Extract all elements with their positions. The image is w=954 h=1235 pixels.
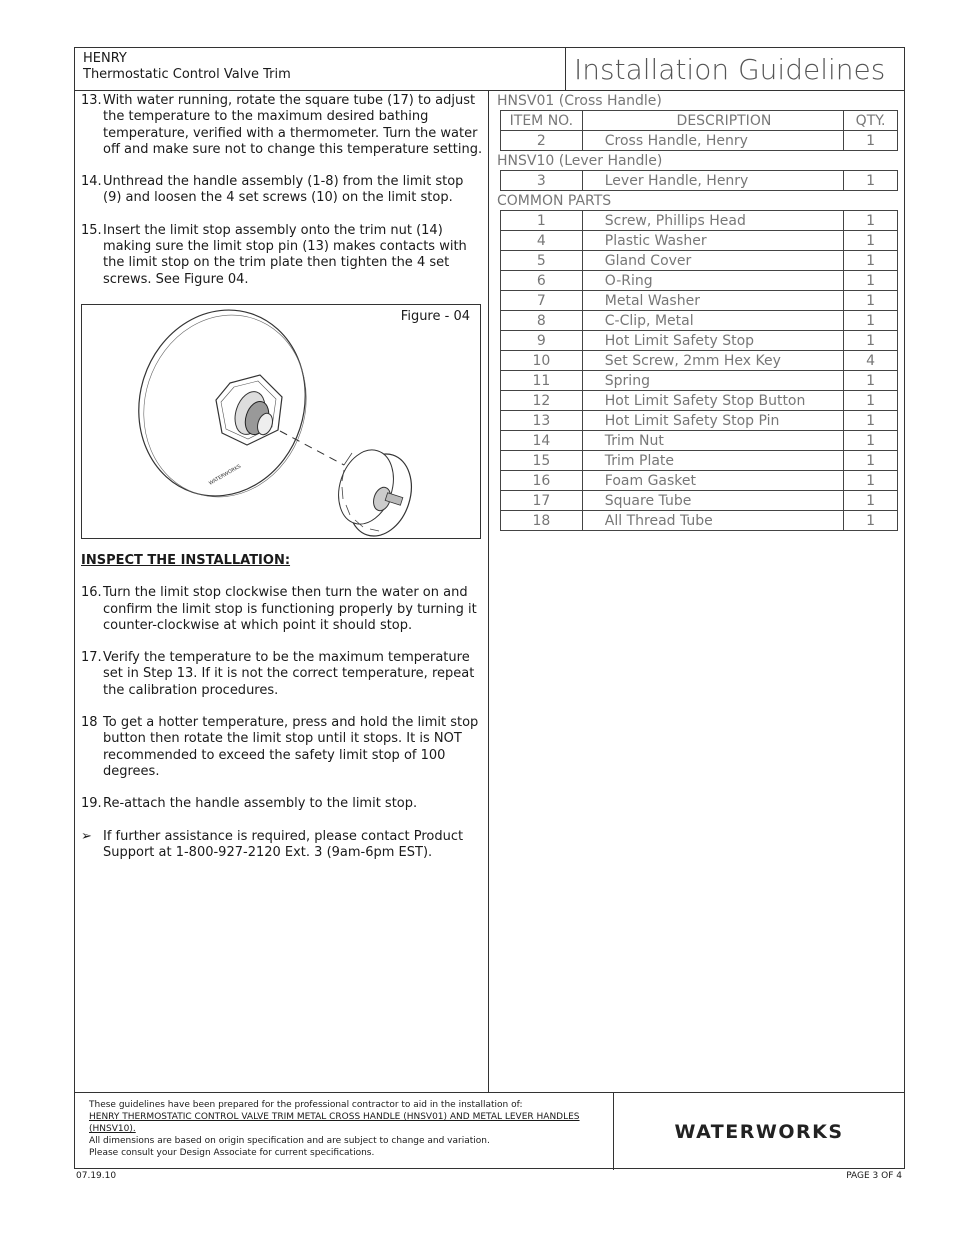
step-text: If further assistance is required, please contact Product Support at 1-800-927-2120 Ext. 3 (9am-6pm EST).	[103, 828, 464, 860]
step-text: Insert the limit stop assembly onto the trim nut (14) making sure the limit stop pin (13) makes contacts with the limit stop on the trim plate then tighten the 4 set screws. See Figure 04.	[103, 222, 467, 287]
footer-brand-logo: WATERWORKS	[614, 1092, 904, 1170]
inspect-section-title: INSPECT THE INSTALLATION:	[81, 552, 291, 568]
table-row	[501, 391, 898, 411]
item-number-cell: 9	[501, 331, 583, 351]
instruction-step	[81, 715, 483, 780]
item-number-cell: 14	[501, 431, 583, 451]
quantity-cell: 1	[844, 431, 898, 451]
quantity-cell: 4	[844, 351, 898, 371]
description-cell: Screw, Phillips Head	[582, 211, 843, 231]
item-number-cell: 18	[501, 511, 583, 531]
group-title-common-parts: COMMON PARTS	[497, 193, 612, 209]
item-number-cell: 12	[501, 391, 583, 411]
quantity-cell: 1	[844, 311, 898, 331]
quantity-cell: 1	[844, 171, 898, 191]
instruction-step	[81, 829, 483, 862]
description-cell: O-Ring	[582, 271, 843, 291]
product-name: HENRY	[83, 51, 127, 66]
item-number-cell: 15	[501, 451, 583, 471]
footer-line-2: HENRY THERMOSTATIC CONTROL VALVE TRIM METAL CROSS HANDLE (HNSV01) AND METAL LEVER HANDLES (HNSV10).	[89, 1112, 580, 1134]
table-row	[501, 211, 898, 231]
quantity-cell: 1	[844, 411, 898, 431]
page-number: PAGE 3 OF 4	[846, 1171, 902, 1181]
table-row	[501, 491, 898, 511]
quantity-cell: 1	[844, 131, 898, 151]
table-row	[501, 331, 898, 351]
parts-table-lever-handle	[500, 170, 898, 191]
parts-table-cross-handle	[500, 110, 898, 151]
description-cell: Foam Gasket	[582, 471, 843, 491]
step-text: Re-attach the handle assembly to the limit stop.	[103, 796, 418, 812]
item-number-cell: 17	[501, 491, 583, 511]
table-row	[501, 431, 898, 451]
item-number-cell: 1	[501, 211, 583, 231]
description-cell: Trim Plate	[582, 451, 843, 471]
description-cell: C-Clip, Metal	[582, 311, 843, 331]
header-product-block	[75, 48, 566, 91]
item-number-cell: 5	[501, 251, 583, 271]
step-number: 17.	[81, 650, 102, 666]
item-number-cell: 4	[501, 231, 583, 251]
item-number-cell: 10	[501, 351, 583, 371]
col-header-description: DESCRIPTION	[582, 111, 843, 131]
description-cell: All Thread Tube	[582, 511, 843, 531]
document-date: 07.19.10	[76, 1171, 117, 1181]
page-frame	[74, 47, 905, 1169]
instruction-step	[81, 796, 483, 812]
table-row	[501, 471, 898, 491]
figure-label: Figure - 04	[400, 308, 470, 324]
quantity-cell: 1	[844, 291, 898, 311]
table-row	[501, 251, 898, 271]
table-row	[501, 411, 898, 431]
footer-line-3: All dimensions are based on origin specification and are subject to change and variation.	[89, 1136, 490, 1146]
step-number: 18	[81, 715, 98, 731]
product-subtitle: Thermostatic Control Valve Trim	[83, 67, 291, 82]
description-cell: Hot Limit Safety Stop	[582, 331, 843, 351]
description-cell: Gland Cover	[582, 251, 843, 271]
quantity-cell: 1	[844, 491, 898, 511]
quantity-cell: 1	[844, 371, 898, 391]
table-header-row	[501, 111, 898, 131]
step-number: 14.	[81, 174, 102, 190]
table-row	[501, 131, 898, 151]
valve-trim-illustration	[82, 305, 482, 540]
quantity-cell: 1	[844, 451, 898, 471]
item-number-cell: 7	[501, 291, 583, 311]
step-text: Turn the limit stop clockwise then turn the water on and confirm the limit stop is functioning properly by turning it counter-clockwise at which point it should stop.	[103, 585, 477, 633]
table-row	[501, 511, 898, 531]
step-text: Unthread the handle assembly (1-8) from the limit stop (9) and loosen the 4 set screws (10) on the limit stop.	[103, 174, 464, 206]
step-number: 13.	[81, 93, 102, 108]
item-number-cell: 8	[501, 311, 583, 331]
instruction-step	[81, 93, 483, 158]
group-title-lever-handle: HNSV10 (Lever Handle)	[497, 153, 663, 169]
instruction-step	[81, 223, 483, 288]
step-text: To get a hotter temperature, press and hold the limit stop button then rotate the limit stop until it stops. It is NOT recommended to exceed the safety limit stop of 100 degrees.	[103, 715, 479, 779]
step-number: 16.	[81, 585, 102, 601]
instruction-step	[81, 174, 483, 207]
item-number-cell: 13	[501, 411, 583, 431]
steps-bottom-list	[81, 585, 483, 861]
quantity-cell: 1	[844, 511, 898, 531]
description-cell: Plastic Washer	[582, 231, 843, 251]
quantity-cell: 1	[844, 331, 898, 351]
description-cell: Hot Limit Safety Stop Button	[582, 391, 843, 411]
col-header-qty: QTY.	[844, 111, 898, 131]
footer-line-1: These guidelines have been prepared for the professional contractor to aid in the installation of:	[89, 1100, 523, 1110]
steps-top-list	[81, 93, 483, 288]
footer-disclaimer	[75, 1092, 614, 1170]
footer-line-4: Please consult your Design Associate for current specifications.	[89, 1148, 375, 1158]
figure-04	[81, 304, 481, 539]
quantity-cell: 1	[844, 271, 898, 291]
description-cell: Square Tube	[582, 491, 843, 511]
instruction-step	[81, 585, 483, 634]
step-number: 19.	[81, 796, 102, 812]
step-text: With water running, rotate the square tube (17) to adjust the temperature to the maximum desired bathing temperature, verified with a thermometer. Turn the water off and make sure not to change this temperature setting.	[103, 93, 483, 157]
item-number-cell: 6	[501, 271, 583, 291]
quantity-cell: 1	[844, 471, 898, 491]
quantity-cell: 1	[844, 251, 898, 271]
description-cell: Trim Nut	[582, 431, 843, 451]
table-row	[501, 311, 898, 331]
description-cell: Set Screw, 2mm Hex Key	[582, 351, 843, 371]
table-row	[501, 271, 898, 291]
parts-table-common	[500, 210, 898, 531]
item-number-cell: 16	[501, 471, 583, 491]
step-number: ➢	[81, 828, 92, 844]
item-number-cell: 2	[501, 131, 583, 151]
page-title: Installation Guidelines	[566, 48, 904, 91]
description-cell: Lever Handle, Henry	[582, 171, 843, 191]
description-cell: Spring	[582, 371, 843, 391]
table-row	[501, 451, 898, 471]
step-number: 15.	[81, 222, 102, 238]
group-title-cross-handle: HNSV01 (Cross Handle)	[497, 93, 662, 109]
instructions-column	[81, 93, 483, 877]
quantity-cell: 1	[844, 231, 898, 251]
quantity-cell: 1	[844, 211, 898, 231]
table-row	[501, 291, 898, 311]
col-header-item: ITEM NO.	[501, 111, 583, 131]
step-text: Verify the temperature to be the maximum temperature set in Step 13. If it is not the correct temperature, repeat the calibration procedures.	[103, 650, 475, 698]
figure-brand-mark: WATERWORKS	[208, 463, 243, 487]
quantity-cell: 1	[844, 391, 898, 411]
table-row	[501, 231, 898, 251]
table-row	[501, 171, 898, 191]
description-cell: Hot Limit Safety Stop Pin	[582, 411, 843, 431]
item-number-cell: 11	[501, 371, 583, 391]
description-cell: Metal Washer	[582, 291, 843, 311]
column-divider	[488, 91, 489, 1092]
table-row	[501, 351, 898, 371]
table-row	[501, 371, 898, 391]
description-cell: Cross Handle, Henry	[582, 131, 843, 151]
parts-column	[497, 93, 899, 533]
item-number-cell: 3	[501, 171, 583, 191]
instruction-step	[81, 650, 483, 699]
